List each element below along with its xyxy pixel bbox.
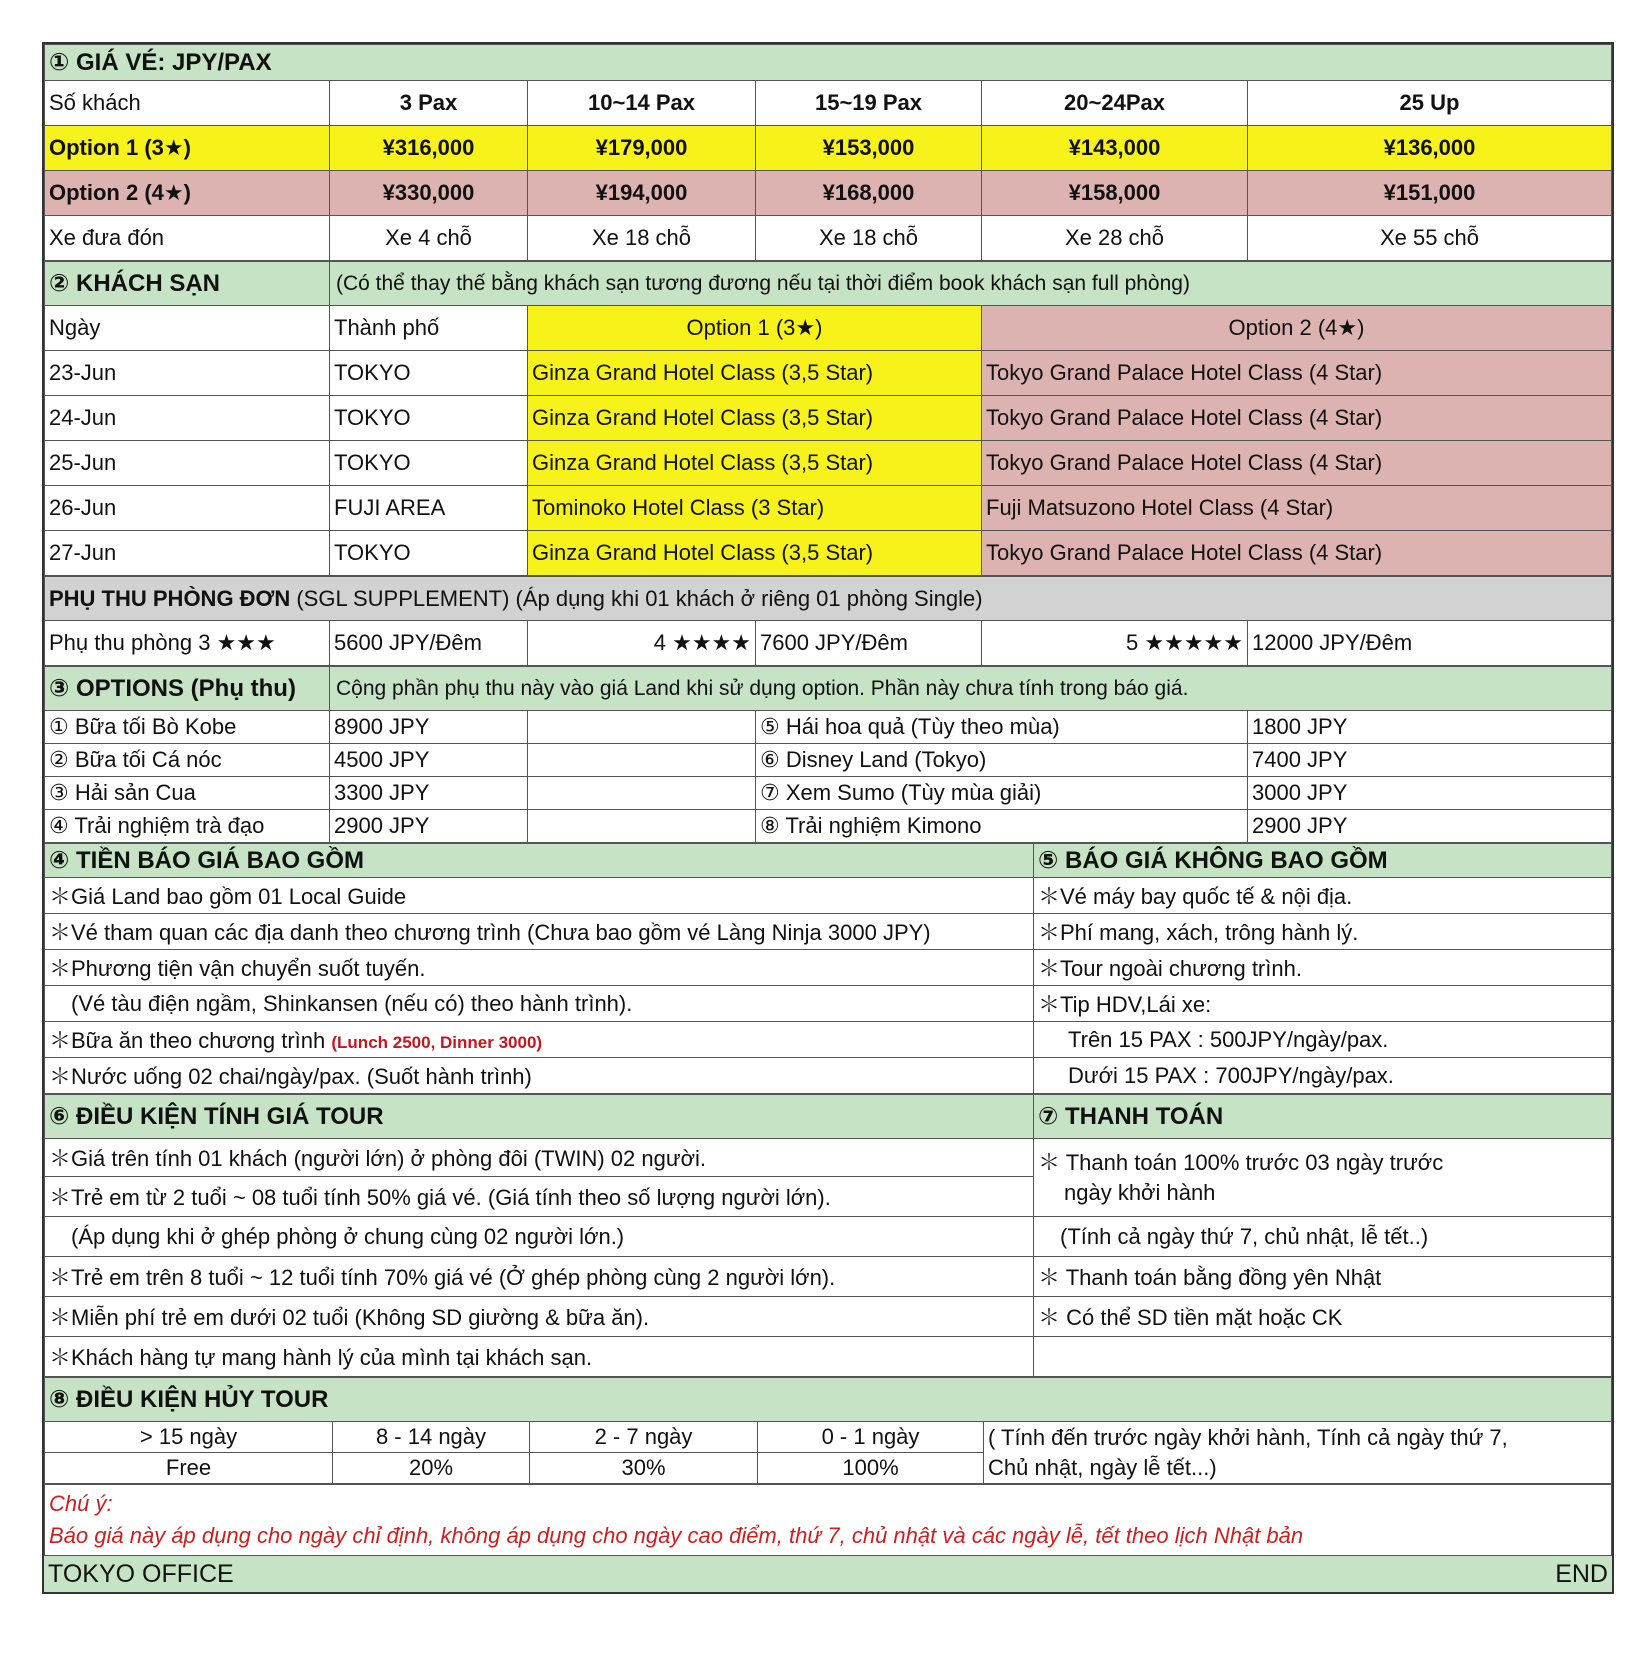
pax-col-2: 10~14 Pax <box>528 81 756 126</box>
sgl-header <box>45 577 1612 621</box>
included-item: (Vé tàu điện ngầm, Shinkansen (nếu có) theo hành trình). <box>45 986 1034 1022</box>
hotel-city: TOKYO <box>330 441 528 486</box>
payment-section-header: ⑦ THANH TOÁN <box>1034 1095 1612 1139</box>
hotel-day: 27-Jun <box>45 531 330 576</box>
sgl-4star-label: 4 ★★★★ <box>528 621 756 666</box>
option-price: 3300 JPY <box>330 777 528 810</box>
option-price: 2900 JPY <box>1248 810 1612 843</box>
excluded-item: Trên 15 PAX : 500JPY/ngày/pax. <box>1034 1022 1612 1058</box>
sgl-5star-price: 12000 JPY/Đêm <box>1248 621 1612 666</box>
table-row <box>45 777 1612 810</box>
cancel-note <box>984 1422 1612 1484</box>
excluded-item: ＊Vé máy bay quốc tế & nội địa. <box>1034 878 1612 914</box>
excluded-item: ＊Phí mang, xách, trông hành lý. <box>1034 914 1612 950</box>
excluded-item: ＊Tour ngoài chương trình. <box>1034 950 1612 986</box>
hotel-city: TOKYO <box>330 396 528 441</box>
pax-col-3: 15~19 Pax <box>756 81 982 126</box>
pax-count-label: Số khách <box>45 81 330 126</box>
option2-price: ¥151,000 <box>1248 171 1612 216</box>
hotel-day: 25-Jun <box>45 441 330 486</box>
hotel-section-note: (Có thể thay thế bằng khách sạn tương đương nếu tại thời điểm book khách sạn full phòng) <box>330 262 1612 306</box>
sgl-5star-label: 5 ★★★★★ <box>982 621 1248 666</box>
footer-end: END <box>828 1556 1612 1592</box>
table-row <box>45 531 1612 576</box>
option-name: ② Bữa tối Cá nóc <box>45 744 330 777</box>
option1-price: ¥316,000 <box>330 126 528 171</box>
hotel-col-option1: Option 1 (3★) <box>528 306 982 351</box>
payment-item: (Tính cả ngày thứ 7, chủ nhật, lễ tết..) <box>1034 1217 1612 1257</box>
hotel-option1: Ginza Grand Hotel Class (3,5 Star) <box>528 396 982 441</box>
remark-text: Báo giá này áp dụng cho ngày chỉ định, không áp dụng cho ngày cao điểm, thứ 7, chủ nhật và các ngày lễ, tết theo lịch Nhật bản <box>49 1523 1304 1548</box>
option-price: 4500 JPY <box>330 744 528 777</box>
hotel-option1: Ginza Grand Hotel Class (3,5 Star) <box>528 441 982 486</box>
sgl-table <box>44 576 1612 666</box>
option1-price: ¥136,000 <box>1248 126 1612 171</box>
condition-item: ＊Miễn phí trẻ em dưới 02 tuổi (Không SD giường & bữa ăn). <box>45 1297 1034 1337</box>
option2-price: ¥168,000 <box>756 171 982 216</box>
included-section-header: ④ TIỀN BÁO GIÁ BAO GỒM <box>45 844 1034 878</box>
cancel-period: 8 - 14 ngày <box>333 1422 530 1453</box>
car-type: Xe 55 chỗ <box>1248 216 1612 261</box>
cancel-fee: Free <box>45 1453 333 1484</box>
payment-item <box>1034 1139 1612 1217</box>
table-row <box>45 396 1612 441</box>
hotel-col-day: Ngày <box>45 306 330 351</box>
hotel-option2: Tokyo Grand Palace Hotel Class (4 Star) <box>982 531 1612 576</box>
hotel-city: TOKYO <box>330 531 528 576</box>
hotel-option2: Tokyo Grand Palace Hotel Class (4 Star) <box>982 441 1612 486</box>
payment-item: ＊ Có thể SD tiền mặt hoặc CK <box>1034 1297 1612 1337</box>
option2-price: ¥330,000 <box>330 171 528 216</box>
hotel-option2: Fuji Matsuzono Hotel Class (4 Star) <box>982 486 1612 531</box>
hotel-table <box>44 261 1612 576</box>
option-name: ③ Hải sản Cua <box>45 777 330 810</box>
cancel-table <box>44 1377 1612 1484</box>
cancel-section-header: ⑧ ĐIỀU KIỆN HỦY TOUR <box>45 1378 1612 1422</box>
excluded-section-header: ⑤ BÁO GIÁ KHÔNG BAO GỒM <box>1034 844 1612 878</box>
inclusions-table <box>44 843 1612 1094</box>
footer-office: TOKYO OFFICE <box>44 1556 828 1592</box>
conditions-table <box>44 1094 1612 1377</box>
option-price: 8900 JPY <box>330 711 528 744</box>
price-section-header: ① GIÁ VÉ: JPY/PAX <box>45 45 1612 81</box>
hotel-day: 23-Jun <box>45 351 330 396</box>
table-row <box>45 711 1612 744</box>
pax-col-4: 20~24Pax <box>982 81 1248 126</box>
car-type: Xe 28 chỗ <box>982 216 1248 261</box>
option1-price: ¥153,000 <box>756 126 982 171</box>
sgl-4star-price: 7600 JPY/Đêm <box>756 621 982 666</box>
option-price: 1800 JPY <box>1248 711 1612 744</box>
hotel-option2: Tokyo Grand Palace Hotel Class (4 Star) <box>982 351 1612 396</box>
option1-price: ¥143,000 <box>982 126 1248 171</box>
hotel-option2: Tokyo Grand Palace Hotel Class (4 Star) <box>982 396 1612 441</box>
option-name: ⑤ Hái hoa quả (Tùy theo mùa) <box>756 711 1248 744</box>
table-row <box>45 441 1612 486</box>
cancel-note-line2: Chủ nhật, ngày lễ tết...) <box>988 1454 1217 1480</box>
conditions-section-header: ⑥ ĐIỀU KIỆN TÍNH GIÁ TOUR <box>45 1095 1034 1139</box>
hotel-option1: Ginza Grand Hotel Class (3,5 Star) <box>528 351 982 396</box>
hotel-city: TOKYO <box>330 351 528 396</box>
option2-price: ¥194,000 <box>528 171 756 216</box>
hotel-option1: Tominoko Hotel Class (3 Star) <box>528 486 982 531</box>
excluded-item: Dưới 15 PAX : 700JPY/ngày/pax. <box>1034 1058 1612 1094</box>
excluded-item: ＊Tip HDV,Lái xe: <box>1034 986 1612 1022</box>
payment-item-1a: ＊ Thanh toán 100% trước 03 ngày trước <box>1038 1149 1444 1175</box>
meals-text: ＊Bữa ăn theo chương trình <box>49 1028 332 1053</box>
payment-item: ＊ Thanh toán bằng đồng yên Nhật <box>1034 1257 1612 1297</box>
option-name: ⑦ Xem Sumo (Tùy mùa giải) <box>756 777 1248 810</box>
cancel-period: > 15 ngày <box>45 1422 333 1453</box>
remark-box <box>44 1484 1612 1556</box>
cancel-note-line1: ( Tính đến trước ngày khởi hành, Tính cả ngày thứ 7, <box>988 1424 1508 1450</box>
hotel-city: FUJI AREA <box>330 486 528 531</box>
option-name: ⑥ Disney Land (Tokyo) <box>756 744 1248 777</box>
condition-item: ＊Khách hàng tự mang hành lý của mình tại khách sạn. <box>45 1337 1034 1377</box>
quotation-sheet <box>42 42 1614 1594</box>
condition-item: ＊Giá trên tính 01 khách (người lớn) ở phòng đôi (TWIN) 02 người. <box>45 1139 1034 1177</box>
cancel-fee: 30% <box>530 1453 758 1484</box>
sgl-3star-price: 5600 JPY/Đêm <box>330 621 528 666</box>
cancel-period: 2 - 7 ngày <box>530 1422 758 1453</box>
condition-item: (Áp dụng khi ở ghép phòng ở chung cùng 02 người lớn.) <box>45 1217 1034 1257</box>
pax-col-1: 3 Pax <box>330 81 528 126</box>
table-row <box>45 744 1612 777</box>
pax-col-5: 25 Up <box>1248 81 1612 126</box>
included-item: ＊Vé tham quan các địa danh theo chương trình (Chưa bao gồm vé Làng Ninja 3000 JPY) <box>45 914 1034 950</box>
option-name: ④ Trải nghiệm trà đạo <box>45 810 330 843</box>
option2-price: ¥158,000 <box>982 171 1248 216</box>
option-price: 7400 JPY <box>1248 744 1612 777</box>
option1-price: ¥179,000 <box>528 126 756 171</box>
included-item-meals <box>45 1022 1034 1058</box>
car-type: Xe 4 chỗ <box>330 216 528 261</box>
option-name: ⑧ Trải nghiệm Kimono <box>756 810 1248 843</box>
option-name: ① Bữa tối Bò Kobe <box>45 711 330 744</box>
options-section-note: Cộng phần phụ thu này vào giá Land khi sử dụng option. Phần này chưa tính trong báo giá. <box>330 667 1612 711</box>
hotel-option1: Ginza Grand Hotel Class (3,5 Star) <box>528 531 982 576</box>
sgl-title-rest: (SGL SUPPLEMENT) (Áp dụng khi 01 khách ở riêng 01 phòng Single) <box>290 585 983 611</box>
option2-label: Option 2 (4★) <box>45 171 330 216</box>
included-item: ＊Giá Land bao gồm 01 Local Guide <box>45 878 1034 914</box>
hotel-day: 24-Jun <box>45 396 330 441</box>
payment-item-1b: ngày khởi hành <box>1064 1179 1216 1205</box>
footer-bar <box>44 1556 1612 1592</box>
options-section-header: ③ OPTIONS (Phụ thu) <box>45 667 330 711</box>
options-table <box>44 666 1612 843</box>
cancel-period: 0 - 1 ngày <box>758 1422 984 1453</box>
option1-label: Option 1 (3★) <box>45 126 330 171</box>
car-type: Xe 18 chỗ <box>528 216 756 261</box>
table-row <box>45 351 1612 396</box>
sgl-title-bold: PHỤ THU PHÒNG ĐƠN <box>49 585 291 611</box>
remark-title: Chú ý: <box>49 1491 113 1516</box>
hotel-col-option2: Option 2 (4★) <box>982 306 1612 351</box>
car-type: Xe 18 chỗ <box>756 216 982 261</box>
included-item: ＊Phương tiện vận chuyển suốt tuyến. <box>45 950 1034 986</box>
price-table <box>44 44 1612 261</box>
hotel-section-header: ② KHÁCH SẠN <box>45 262 330 306</box>
table-row <box>45 810 1612 843</box>
sgl-3star-label: Phụ thu phòng 3 ★★★ <box>45 621 330 666</box>
hotel-col-city: Thành phố <box>330 306 528 351</box>
cancel-fee: 100% <box>758 1453 984 1484</box>
meals-price-note: (Lunch 2500, Dinner 3000) <box>331 1033 543 1052</box>
table-row <box>45 486 1612 531</box>
cancel-fee: 20% <box>333 1453 530 1484</box>
condition-item: ＊Trẻ em trên 8 tuổi ~ 12 tuổi tính 70% giá vé (Ở ghép phòng cùng 2 người lớn). <box>45 1257 1034 1297</box>
condition-item: ＊Trẻ em từ 2 tuổi ~ 08 tuổi tính 50% giá vé. (Giá tính theo số lượng người lớn). <box>45 1177 1034 1217</box>
included-item: ＊Nước uống 02 chai/ngày/pax. (Suốt hành trình) <box>45 1058 1034 1094</box>
car-label: Xe đưa đón <box>45 216 330 261</box>
option-price: 2900 JPY <box>330 810 528 843</box>
hotel-day: 26-Jun <box>45 486 330 531</box>
option-price: 3000 JPY <box>1248 777 1612 810</box>
